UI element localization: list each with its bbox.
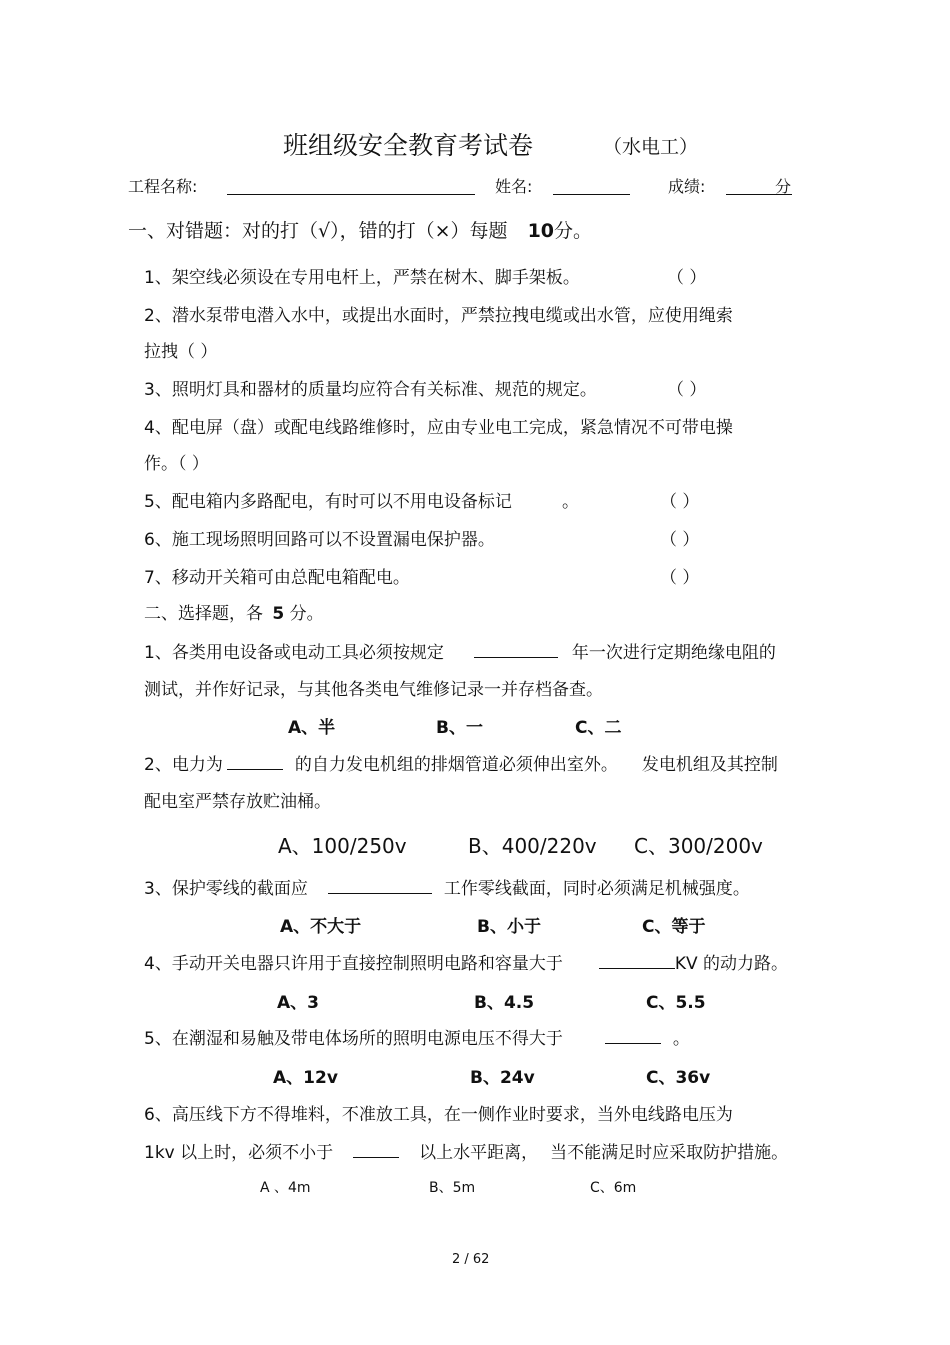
section1-heading-text: 一、对错题：对的打（√），错的打（×）每题 <box>128 220 508 242</box>
mc-question-4-text: 4、手动开关电器只许用于直接控制照明电路和容量大于 <box>144 954 563 974</box>
tf-question-5: 5、配电箱内多路配电，有时可以不用电设备标记 <box>144 492 512 512</box>
mc-question-3-text-b: 工作零线截面，同时必须满足机械强度。 <box>443 879 750 899</box>
mc-question-1-text-b: 年一次进行定期绝缘电阻的 <box>571 643 776 663</box>
mc-1-option-a[interactable]: A、半 <box>288 718 336 738</box>
mc-4-option-a[interactable]: A、3 <box>277 993 319 1013</box>
tf-question-5-end: 。 <box>562 492 579 512</box>
name-label: 姓名: <box>495 177 533 196</box>
tf-question-6: 6、施工现场照明回路可以不设置漏电保护器。 <box>144 530 495 550</box>
mc-blank-4[interactable] <box>599 952 675 969</box>
mc-3-option-b[interactable]: B、小于 <box>477 917 541 937</box>
mc-1-option-c[interactable]: C、二 <box>575 718 622 738</box>
mc-question-1 <box>144 638 776 663</box>
tf-answer-5[interactable]: （ ） <box>660 492 700 512</box>
section2-points: 5 <box>272 604 285 624</box>
tf-answer-3[interactable]: （ ） <box>667 380 707 400</box>
mc-blank-1[interactable] <box>474 641 558 658</box>
project-name-field[interactable] <box>227 194 475 195</box>
tf-question-3: 3、照明灯具和器材的质量均应符合有关标准、规范的规定。 <box>144 380 597 400</box>
mc-5-option-b[interactable]: B、24v <box>470 1068 535 1088</box>
mc-blank-2[interactable] <box>227 753 283 770</box>
project-name-label: 工程名称: <box>128 177 198 196</box>
mc-2-option-c[interactable]: C、300/200v <box>634 834 763 858</box>
score-label: 成绩: <box>668 177 706 196</box>
mc-6-option-a[interactable]: A 、4m <box>260 1180 311 1196</box>
mc-5-option-a[interactable]: A、12v <box>273 1068 338 1088</box>
section2-heading-text: 二、选择题，各 <box>144 604 263 624</box>
mc-question-1-cont: 测试，并作好记录，与其他各类电气维修记录一并存档备查。 <box>144 680 603 700</box>
tf-answer-1[interactable]: （ ） <box>667 268 707 288</box>
tf-question-2: 2、潜水泵带电潜入水中，或提出水面时，严禁拉拽电缆或出水管，应使用绳索 <box>144 306 733 326</box>
section1-heading <box>128 216 592 243</box>
mc-question-1-text: 1、各类用电设备或电动工具必须按规定 <box>144 643 444 663</box>
exam-subtitle: （水电工） <box>603 136 699 158</box>
section2-heading-unit: 分。 <box>289 604 324 624</box>
mc-4-option-b[interactable]: B、4.5 <box>474 993 535 1013</box>
mc-blank-5[interactable] <box>605 1027 661 1044</box>
score-unit: 分 <box>775 177 792 196</box>
mc-question-3 <box>144 874 750 899</box>
name-field[interactable] <box>553 194 630 195</box>
mc-question-2-cont: 配电室严禁存放贮油桶。 <box>144 792 331 812</box>
mc-3-option-a[interactable]: A、不大于 <box>280 917 362 937</box>
mc-6-option-b[interactable]: B、5m <box>429 1180 476 1196</box>
exam-title: 班组级安全教育考试卷 <box>283 131 534 160</box>
mc-question-2 <box>144 750 778 775</box>
mc-2-option-a[interactable]: A、100/250v <box>278 834 407 858</box>
mc-1-option-b[interactable]: B、一 <box>436 718 483 738</box>
mc-question-6-text-c: 当不能满足时应采取防护措施。 <box>550 1143 789 1163</box>
mc-4-option-c[interactable]: C、5.5 <box>646 993 706 1013</box>
mc-blank-6[interactable] <box>353 1141 399 1158</box>
tf-question-2-cont[interactable]: 拉拽（ ） <box>144 342 218 362</box>
section2-heading <box>144 599 324 624</box>
mc-question-6-text-b: 以上水平距离， <box>419 1143 539 1163</box>
mc-question-2-text-c: 发电机组及其控制 <box>641 755 778 775</box>
mc-question-6: 6、高压线下方不得堆料，不准放工具，在一侧作业时要求，当外电线路电压为 <box>144 1105 733 1125</box>
mc-3-option-c[interactable]: C、等于 <box>642 917 706 937</box>
mc-question-2-text-b: 的自力发电机组的排烟管道必须伸出室外。 <box>294 755 618 775</box>
tf-answer-7[interactable]: （ ） <box>660 568 700 588</box>
tf-question-7: 7、移动开关箱可由总配电箱配电。 <box>144 568 410 588</box>
mc-question-3-text: 3、保护零线的截面应 <box>144 879 308 899</box>
mc-2-option-b[interactable]: B、400/220v <box>468 834 597 858</box>
mc-5-option-c[interactable]: C、36v <box>646 1068 711 1088</box>
mc-question-2-text: 2、电力为 <box>144 755 223 775</box>
mc-blank-3[interactable] <box>328 877 432 894</box>
section1-heading-unit: 分。 <box>554 220 593 242</box>
tf-question-4-cont[interactable]: 作。（ ） <box>144 454 209 474</box>
mc-question-6-text: 1kv 以上时，必须不小于 <box>144 1143 334 1163</box>
page-number: 2 / 62 <box>452 1252 490 1267</box>
mc-question-5-text: 5、在潮湿和易触及带电体场所的照明电源电压不得大于 <box>144 1029 563 1049</box>
mc-question-4 <box>144 949 788 974</box>
mc-question-5-text-b: 。 <box>672 1029 690 1049</box>
tf-question-4: 4、配电屏（盘）或配电线路维修时，应由专业电工完成，紧急情况不可带电操 <box>144 418 733 438</box>
mc-question-4-text-b: KV 的动力路。 <box>674 954 789 974</box>
mc-question-5 <box>144 1024 690 1049</box>
tf-answer-6[interactable]: （ ） <box>660 530 700 550</box>
mc-6-option-c[interactable]: C、6m <box>590 1180 637 1196</box>
tf-question-1: 1、架空线必须设在专用电杆上，严禁在树木、脚手架板。 <box>144 268 580 288</box>
mc-question-6-cont <box>144 1138 788 1163</box>
section1-points: 10 <box>527 220 555 242</box>
